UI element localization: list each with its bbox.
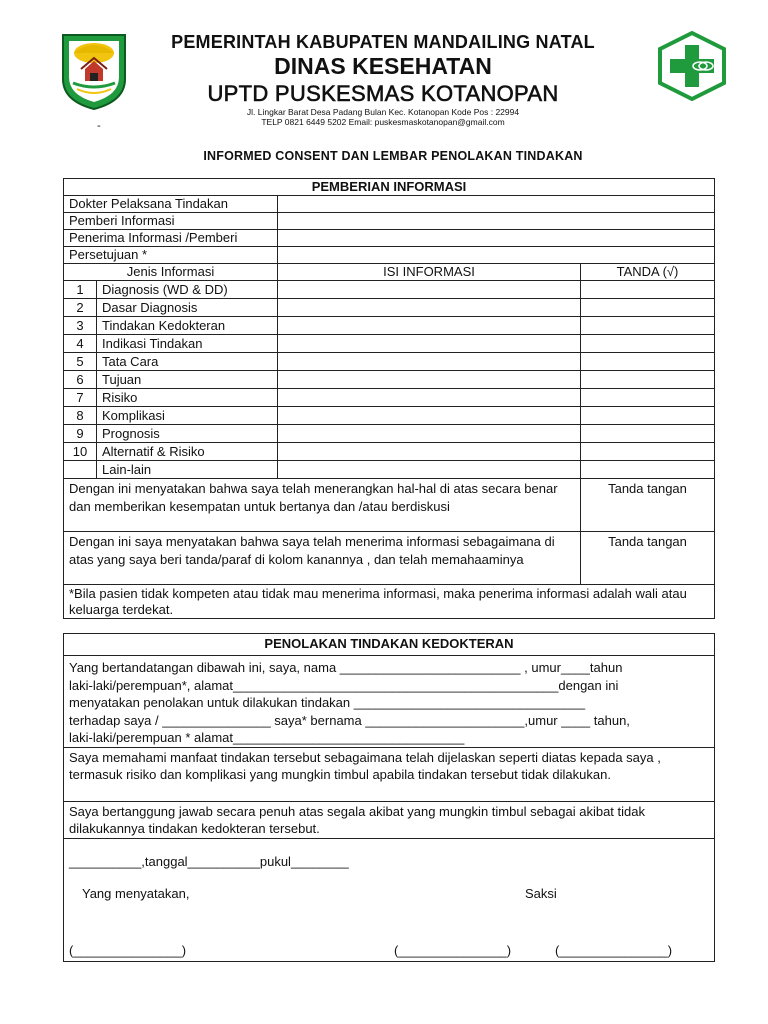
item-check-cell[interactable] (581, 407, 715, 425)
signature-label: Tanda tangan (608, 481, 687, 496)
declarant-signature[interactable]: (_______________) (69, 942, 187, 958)
column-header-tanda: TANDA (√) (581, 264, 715, 281)
item-info-cell[interactable] (278, 371, 581, 389)
signature-section (64, 838, 715, 961)
refusal-line: menyatakan penolakan untuk dilakukan tindakan ________________________________ (69, 695, 586, 710)
item-label: Komplikasi (97, 407, 278, 425)
item-check-cell[interactable] (581, 299, 715, 317)
item-check-cell[interactable] (581, 461, 715, 479)
witness-label: Saksi (525, 885, 557, 901)
item-check-cell[interactable] (581, 335, 715, 353)
column-header-jenis: Jenis Informasi (64, 264, 278, 281)
item-check-cell[interactable] (581, 371, 715, 389)
item-info-cell[interactable] (278, 353, 581, 371)
item-number: 3 (64, 317, 97, 335)
puskesmas-logo (656, 31, 728, 101)
item-number (64, 461, 97, 479)
item-label: Dasar Diagnosis (97, 299, 278, 317)
header-address: Jl. Lingkar Barat Desa Padang Bulan Kec. Kotanopan Kode Pos : 22994 (246, 107, 520, 117)
document-title: INFORMED CONSENT DAN LEMBAR PENOLAKAN TINDAKAN (203, 149, 583, 163)
responsibility-paragraph: Saya bertanggung jawab secara penuh atas segala akibat yang mungkin timbul sebagai akibat tidak dilakukannya tindakan kedokteran tersebut. (64, 801, 715, 838)
item-number: 10 (64, 443, 97, 461)
item-number: 2 (64, 299, 97, 317)
header-department: DINAS KESEHATAN (274, 53, 492, 79)
field-value[interactable] (278, 230, 715, 247)
field-value[interactable] (278, 247, 715, 264)
witness-signature-1[interactable]: (_______________) (394, 942, 512, 958)
item-check-cell[interactable] (581, 353, 715, 371)
signature-label: Tanda tangan (608, 534, 687, 549)
item-check-cell[interactable] (581, 281, 715, 299)
information-table (63, 178, 715, 619)
item-label: Diagnosis (WD & DD) (97, 281, 278, 299)
item-number: 6 (64, 371, 97, 389)
item-info-cell[interactable] (278, 461, 581, 479)
witness-signature-2[interactable]: (_______________) (555, 942, 673, 958)
field-label: Pemberi Informasi (64, 213, 278, 230)
patient-statement: Dengan ini saya menyatakan bahwa saya telah menerima informasi sebagaimana di atas yang saya beri tanda/paraf di kolom kanannya , dan telah memahaaminya (64, 532, 581, 585)
refusal-line: laki-laki/perempuan * alamat________________________________ (69, 730, 465, 745)
item-info-cell[interactable] (278, 425, 581, 443)
item-check-cell[interactable] (581, 425, 715, 443)
doctor-statement: Dengan ini menyatakan bahwa saya telah menerangkan hal-hal di atas secara benar dan memberikan kesempatan untuk bertanya dan /atau berdiskusi (64, 479, 581, 532)
refusal-line: terhadap saya / _______________ saya* bernama ______________________,umur ____ tahun, (69, 712, 630, 728)
refusal-heading: PENOLAKAN TINDAKAN KEDOKTERAN (64, 634, 715, 656)
header-dash: - (97, 120, 101, 132)
item-label: Prognosis (97, 425, 278, 443)
item-number: 7 (64, 389, 97, 407)
item-label: Tata Cara (97, 353, 278, 371)
field-value[interactable] (278, 213, 715, 230)
item-info-cell[interactable] (278, 389, 581, 407)
refusal-line: laki-laki/perempuan*, alamat_____________________________________________dengan ini (69, 677, 619, 693)
footnote: *Bila pasien tidak kompeten atau tidak mau menerima informasi, maka penerima informasi adalah wali atau keluarga terdekat. (64, 585, 715, 619)
item-number: 8 (64, 407, 97, 425)
item-number: 5 (64, 353, 97, 371)
field-value[interactable] (278, 196, 715, 213)
item-number: 4 (64, 335, 97, 353)
refusal-identity-paragraph (64, 656, 715, 748)
understanding-paragraph: Saya memahami manfaat tindakan tersebut sebagaimana telah dijelaskan seperti diatas kepada saya , termasuk risiko dan komplikasi yang mungkin timbul apabila tindakan tersebut tidak dilakukan. (64, 747, 715, 801)
item-info-cell[interactable] (278, 281, 581, 299)
item-number: 1 (64, 281, 97, 299)
field-label: Dokter Pelaksana Tindakan (64, 196, 278, 213)
refusal-table (63, 633, 715, 962)
item-info-cell[interactable] (278, 335, 581, 353)
refusal-line: Yang bertandatangan dibawah ini, saya, nama _________________________ , umur____tahun (69, 660, 623, 675)
item-label: Tindakan Kedokteran (97, 317, 278, 335)
item-info-cell[interactable] (278, 317, 581, 335)
item-label: Risiko (97, 389, 278, 407)
doctor-signature-cell[interactable] (581, 479, 715, 532)
item-label: Tujuan (97, 371, 278, 389)
information-heading: PEMBERIAN INFORMASI (64, 179, 715, 196)
header-clinic: UPTD PUSKESMAS KOTANOPAN (207, 81, 559, 106)
field-label: Penerima Informasi /Pemberi (64, 230, 278, 247)
patient-signature-cell[interactable] (581, 532, 715, 585)
date-line[interactable]: __________,tanggal__________pukul________ (69, 853, 349, 869)
item-label: Lain-lain (97, 461, 278, 479)
item-check-cell[interactable] (581, 317, 715, 335)
item-check-cell[interactable] (581, 389, 715, 407)
item-info-cell[interactable] (278, 299, 581, 317)
item-label: Alternatif & Risiko (97, 443, 278, 461)
item-number: 9 (64, 425, 97, 443)
item-info-cell[interactable] (278, 407, 581, 425)
header-government: PEMERINTAH KABUPATEN MANDAILING NATAL (171, 32, 595, 52)
item-info-cell[interactable] (278, 443, 581, 461)
item-label: Indikasi Tindakan (97, 335, 278, 353)
declarant-label: Yang menyatakan, (82, 885, 190, 901)
column-header-isi: ISI INFORMASI (278, 264, 581, 281)
header-contact: TELP 0821 6449 5202 Email: puskesmaskotanopan@gmail.com (261, 117, 505, 127)
field-label: Persetujuan * (64, 247, 278, 264)
item-check-cell[interactable] (581, 443, 715, 461)
